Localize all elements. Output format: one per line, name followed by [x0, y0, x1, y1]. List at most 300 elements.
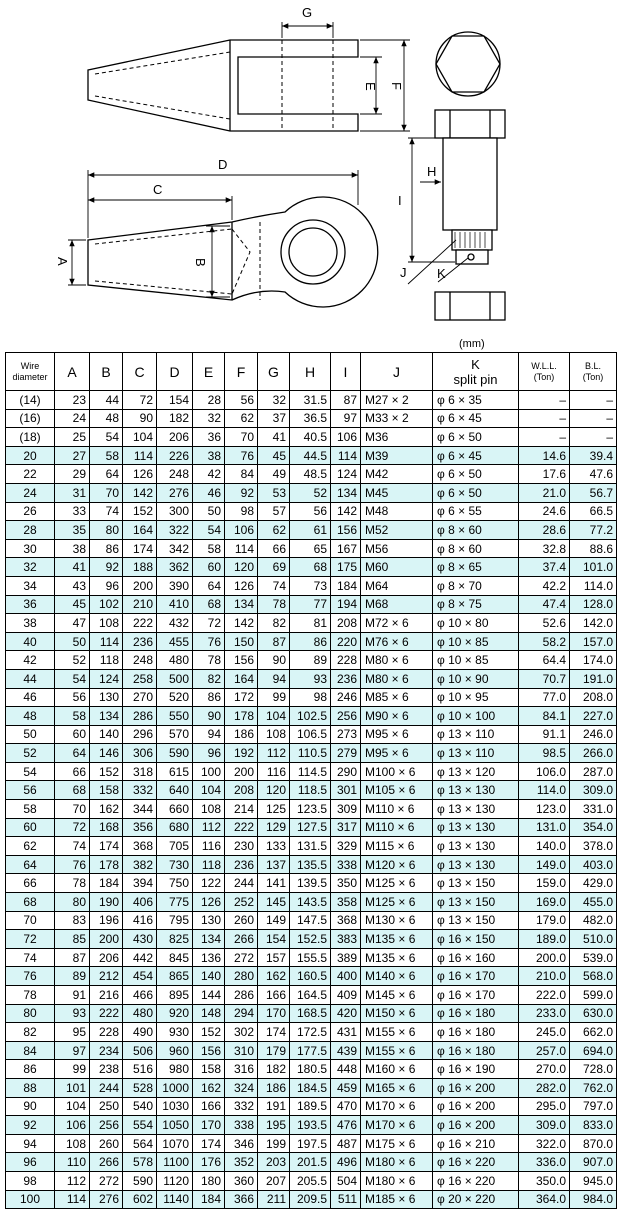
table-row [6, 1171, 617, 1190]
cell-bl: 833.0 [570, 1116, 617, 1135]
cell-wire-diameter: 84 [6, 1041, 55, 1060]
cell-h: 180.5 [290, 1060, 331, 1079]
cell-h: 86 [290, 632, 331, 651]
cell-b: 178 [90, 855, 123, 874]
cell-e: 64 [193, 576, 225, 595]
cell-e: 134 [193, 930, 225, 949]
cell-g: 191 [258, 1097, 290, 1116]
cell-g: 108 [258, 725, 290, 744]
cell-f: 98 [225, 502, 258, 521]
cell-k-split-pin: φ 13 × 130 [433, 855, 519, 874]
cell-i: 246 [331, 688, 361, 707]
cell-wire-diameter: 78 [6, 986, 55, 1005]
cell-i: 184 [331, 576, 361, 595]
cell-b: 124 [90, 669, 123, 688]
label-e: E [363, 82, 378, 91]
cell-d: 865 [157, 967, 193, 986]
cell-wll: 270.0 [519, 1060, 570, 1079]
cell-a: 95 [55, 1023, 90, 1042]
cell-e: 126 [193, 893, 225, 912]
cell-wll: 64.4 [519, 651, 570, 670]
cell-a: 45 [55, 595, 90, 614]
cell-bl: 309.0 [570, 781, 617, 800]
cell-g: 66 [258, 539, 290, 558]
cell-b: 158 [90, 781, 123, 800]
cell-c: 454 [123, 967, 157, 986]
cell-b: 130 [90, 688, 123, 707]
cell-d: 570 [157, 725, 193, 744]
cell-bl: 762.0 [570, 1078, 617, 1097]
cell-j: M170 × 6 [361, 1097, 433, 1116]
cell-g: 78 [258, 595, 290, 614]
cell-e: 72 [193, 614, 225, 633]
cell-f: 120 [225, 558, 258, 577]
cell-b: 190 [90, 893, 123, 912]
table-row [6, 614, 617, 633]
cell-k-split-pin: φ 16 × 220 [433, 1153, 519, 1172]
cell-b: 228 [90, 1023, 123, 1042]
cell-h: 193.5 [290, 1116, 331, 1135]
cell-j: M80 × 6 [361, 669, 433, 688]
table-row [6, 409, 617, 428]
cell-j: M125 × 6 [361, 874, 433, 893]
cell-f: 126 [225, 576, 258, 595]
cell-wll: 131.0 [519, 818, 570, 837]
cell-f: 70 [225, 428, 258, 447]
cell-g: 45 [258, 446, 290, 465]
cell-wire-diameter: 60 [6, 818, 55, 837]
table-row [6, 893, 617, 912]
cell-k-split-pin: φ 6 × 50 [433, 428, 519, 447]
cell-k-split-pin: φ 13 × 110 [433, 744, 519, 763]
cell-j: M135 × 6 [361, 930, 433, 949]
cell-i: 134 [331, 483, 361, 502]
cell-a: 58 [55, 707, 90, 726]
cell-bl: 88.6 [570, 539, 617, 558]
cell-f: 200 [225, 762, 258, 781]
cell-wire-diameter: 72 [6, 930, 55, 949]
cell-j: M140 × 6 [361, 967, 433, 986]
cell-f: 286 [225, 986, 258, 1005]
header-f: F [225, 353, 258, 391]
header-wll: W.L.L. (Ton) [519, 353, 570, 391]
cell-a: 35 [55, 521, 90, 540]
table-row [6, 1116, 617, 1135]
cell-wll: 52.6 [519, 614, 570, 633]
cell-g: 53 [258, 483, 290, 502]
cell-wll: 77.0 [519, 688, 570, 707]
cell-k-split-pin: φ 13 × 150 [433, 911, 519, 930]
cell-c: 318 [123, 762, 157, 781]
table-row [6, 632, 617, 651]
cell-bl: 455.0 [570, 893, 617, 912]
cell-c: 554 [123, 1116, 157, 1135]
cell-k-split-pin: φ 16 × 170 [433, 986, 519, 1005]
cell-h: 135.5 [290, 855, 331, 874]
cell-h: 127.5 [290, 818, 331, 837]
table-row [6, 669, 617, 688]
cell-e: 46 [193, 483, 225, 502]
cell-h: 44.5 [290, 446, 331, 465]
cell-k-split-pin: φ 13 × 150 [433, 874, 519, 893]
cell-a: 101 [55, 1078, 90, 1097]
cell-j: M72 × 6 [361, 614, 433, 633]
cell-f: 114 [225, 539, 258, 558]
cell-wll: 17.6 [519, 465, 570, 484]
cell-wll: 210.0 [519, 967, 570, 986]
cell-wire-diameter: 54 [6, 762, 55, 781]
cell-f: 236 [225, 855, 258, 874]
cell-b: 174 [90, 837, 123, 856]
table-row [6, 446, 617, 465]
table-row [6, 874, 617, 893]
cell-k-split-pin: φ 16 × 200 [433, 1078, 519, 1097]
cell-f: 244 [225, 874, 258, 893]
cell-e: 184 [193, 1190, 225, 1209]
cell-e: 68 [193, 595, 225, 614]
cell-a: 43 [55, 576, 90, 595]
cell-b: 44 [90, 391, 123, 410]
cell-c: 126 [123, 465, 157, 484]
cell-j: M48 [361, 502, 433, 521]
cell-c: 152 [123, 502, 157, 521]
cell-a: 50 [55, 632, 90, 651]
cell-i: 256 [331, 707, 361, 726]
cell-j: M64 [361, 576, 433, 595]
cell-j: M180 × 6 [361, 1153, 433, 1172]
cell-j: M42 [361, 465, 433, 484]
cell-h: 73 [290, 576, 331, 595]
cell-c: 442 [123, 948, 157, 967]
cell-j: M135 × 6 [361, 948, 433, 967]
cell-k-split-pin: φ 10 × 90 [433, 669, 519, 688]
cell-a: 80 [55, 893, 90, 912]
cell-e: 104 [193, 781, 225, 800]
cell-i: 389 [331, 948, 361, 967]
cell-wll: 140.0 [519, 837, 570, 856]
cell-wll: 245.0 [519, 1023, 570, 1042]
table-row [6, 818, 617, 837]
cell-a: 74 [55, 837, 90, 856]
cell-wire-diameter: (18) [6, 428, 55, 447]
cell-b: 146 [90, 744, 123, 763]
cell-i: 106 [331, 428, 361, 447]
cell-i: 504 [331, 1171, 361, 1190]
table-row [6, 1060, 617, 1079]
cell-wll: 295.0 [519, 1097, 570, 1116]
cell-g: 145 [258, 893, 290, 912]
cell-j: M36 [361, 428, 433, 447]
cell-c: 602 [123, 1190, 157, 1209]
cell-wll: 322.0 [519, 1134, 570, 1153]
cell-a: 114 [55, 1190, 90, 1209]
cell-b: 196 [90, 911, 123, 930]
cell-wire-diameter: 32 [6, 558, 55, 577]
cell-wire-diameter: 66 [6, 874, 55, 893]
cell-g: 141 [258, 874, 290, 893]
cell-a: 31 [55, 483, 90, 502]
cell-e: 158 [193, 1060, 225, 1079]
cell-e: 136 [193, 948, 225, 967]
table-row [6, 762, 617, 781]
cell-a: 99 [55, 1060, 90, 1079]
table-row [6, 428, 617, 447]
cell-f: 84 [225, 465, 258, 484]
label-g: G [302, 5, 313, 20]
cell-g: 125 [258, 800, 290, 819]
cell-wire-diameter: 42 [6, 651, 55, 670]
cell-c: 306 [123, 744, 157, 763]
cell-i: 400 [331, 967, 361, 986]
cell-wire-diameter: 90 [6, 1097, 55, 1116]
cell-d: 226 [157, 446, 193, 465]
cell-e: 42 [193, 465, 225, 484]
cell-h: 114.5 [290, 762, 331, 781]
table-header-row [6, 353, 617, 391]
cell-f: 92 [225, 483, 258, 502]
cell-b: 80 [90, 521, 123, 540]
table-row [6, 651, 617, 670]
cell-bl: 694.0 [570, 1041, 617, 1060]
cell-d: 550 [157, 707, 193, 726]
cell-wll: – [519, 428, 570, 447]
cell-h: 123.5 [290, 800, 331, 819]
cell-h: 172.5 [290, 1023, 331, 1042]
cell-j: M165 × 6 [361, 1078, 433, 1097]
cell-g: 49 [258, 465, 290, 484]
cell-wll: 336.0 [519, 1153, 570, 1172]
cell-d: 1050 [157, 1116, 193, 1135]
table-row [6, 1190, 617, 1209]
cell-k-split-pin: φ 6 × 50 [433, 483, 519, 502]
cell-j: M125 × 6 [361, 893, 433, 912]
cell-e: 176 [193, 1153, 225, 1172]
cell-c: 174 [123, 539, 157, 558]
cell-c: 104 [123, 428, 157, 447]
cell-g: 87 [258, 632, 290, 651]
cell-d: 520 [157, 688, 193, 707]
cell-k-split-pin: φ 8 × 70 [433, 576, 519, 595]
cell-wll: 42.2 [519, 576, 570, 595]
cell-d: 1030 [157, 1097, 193, 1116]
cell-d: 590 [157, 744, 193, 763]
cell-bl: 142.0 [570, 614, 617, 633]
cell-a: 56 [55, 688, 90, 707]
cell-wll: 200.0 [519, 948, 570, 967]
cell-d: 362 [157, 558, 193, 577]
cell-g: 112 [258, 744, 290, 763]
cell-g: 129 [258, 818, 290, 837]
cell-i: 194 [331, 595, 361, 614]
cell-b: 244 [90, 1078, 123, 1097]
cell-bl: 907.0 [570, 1153, 617, 1172]
cell-d: 750 [157, 874, 193, 893]
cell-c: 406 [123, 893, 157, 912]
cell-bl: 39.4 [570, 446, 617, 465]
table-row [6, 837, 617, 856]
cell-a: 85 [55, 930, 90, 949]
table-row [6, 986, 617, 1005]
cell-c: 516 [123, 1060, 157, 1079]
spec-table [5, 352, 617, 1209]
cell-g: 179 [258, 1041, 290, 1060]
cell-b: 74 [90, 502, 123, 521]
cell-c: 590 [123, 1171, 157, 1190]
cell-d: 322 [157, 521, 193, 540]
cell-f: 134 [225, 595, 258, 614]
cell-h: 189.5 [290, 1097, 331, 1116]
cell-k-split-pin: φ 16 × 190 [433, 1060, 519, 1079]
cell-bl: 114.0 [570, 576, 617, 595]
cell-h: 40.5 [290, 428, 331, 447]
cell-g: 166 [258, 986, 290, 1005]
cell-g: 69 [258, 558, 290, 577]
cell-e: 94 [193, 725, 225, 744]
cell-wll: 189.0 [519, 930, 570, 949]
cell-f: 272 [225, 948, 258, 967]
cell-d: 615 [157, 762, 193, 781]
cell-g: 120 [258, 781, 290, 800]
cell-i: 350 [331, 874, 361, 893]
cell-bl: 56.7 [570, 483, 617, 502]
cell-f: 346 [225, 1134, 258, 1153]
cell-a: 29 [55, 465, 90, 484]
cell-c: 506 [123, 1041, 157, 1060]
cell-wire-diameter: 86 [6, 1060, 55, 1079]
cell-f: 164 [225, 669, 258, 688]
cell-wll: 21.0 [519, 483, 570, 502]
cell-a: 25 [55, 428, 90, 447]
cell-wll: 309.0 [519, 1116, 570, 1135]
cell-k-split-pin: φ 10 × 100 [433, 707, 519, 726]
cell-g: 170 [258, 1004, 290, 1023]
cell-e: 28 [193, 391, 225, 410]
cell-g: 203 [258, 1153, 290, 1172]
cell-c: 236 [123, 632, 157, 651]
cell-g: 182 [258, 1060, 290, 1079]
cell-h: 65 [290, 539, 331, 558]
cell-e: 82 [193, 669, 225, 688]
cell-bl: 945.0 [570, 1171, 617, 1190]
cell-j: M110 × 6 [361, 800, 433, 819]
cell-f: 142 [225, 614, 258, 633]
cell-a: 104 [55, 1097, 90, 1116]
cell-g: 90 [258, 651, 290, 670]
cell-a: 89 [55, 967, 90, 986]
cell-i: 383 [331, 930, 361, 949]
cell-d: 980 [157, 1060, 193, 1079]
cell-h: 164.5 [290, 986, 331, 1005]
header-g: G [258, 353, 290, 391]
cell-a: 93 [55, 1004, 90, 1023]
cell-b: 162 [90, 800, 123, 819]
cell-g: 162 [258, 967, 290, 986]
cell-e: 152 [193, 1023, 225, 1042]
cell-k-split-pin: φ 13 × 130 [433, 818, 519, 837]
cell-wll: 233.0 [519, 1004, 570, 1023]
cell-c: 368 [123, 837, 157, 856]
cell-j: M110 × 6 [361, 818, 433, 837]
cell-k-split-pin: φ 10 × 80 [433, 614, 519, 633]
cell-g: 174 [258, 1023, 290, 1042]
cell-wll: 257.0 [519, 1041, 570, 1060]
cell-c: 344 [123, 800, 157, 819]
cell-bl: 287.0 [570, 762, 617, 781]
cell-wire-diameter: 92 [6, 1116, 55, 1135]
cell-j: M105 × 6 [361, 781, 433, 800]
cell-c: 248 [123, 651, 157, 670]
cell-bl: 728.0 [570, 1060, 617, 1079]
cell-a: 38 [55, 539, 90, 558]
cell-k-split-pin: φ 13 × 110 [433, 725, 519, 744]
cell-b: 212 [90, 967, 123, 986]
cell-f: 324 [225, 1078, 258, 1097]
table-row [6, 967, 617, 986]
cell-d: 775 [157, 893, 193, 912]
cell-bl: 403.0 [570, 855, 617, 874]
table-row [6, 558, 617, 577]
cell-a: 108 [55, 1134, 90, 1153]
cell-g: 74 [258, 576, 290, 595]
cell-c: 200 [123, 576, 157, 595]
cell-i: 87 [331, 391, 361, 410]
label-f: F [389, 82, 404, 90]
cell-f: 172 [225, 688, 258, 707]
cell-h: 160.5 [290, 967, 331, 986]
cell-b: 114 [90, 632, 123, 651]
cell-wire-diameter: 70 [6, 911, 55, 930]
cell-wire-diameter: 96 [6, 1153, 55, 1172]
cell-wll: 350.0 [519, 1171, 570, 1190]
cell-b: 118 [90, 651, 123, 670]
cell-wll: 32.8 [519, 539, 570, 558]
cell-h: 168.5 [290, 1004, 331, 1023]
header-k: K split pin [433, 353, 519, 391]
cell-bl: 378.0 [570, 837, 617, 856]
cell-j: M45 [361, 483, 433, 502]
cell-g: 41 [258, 428, 290, 447]
cell-k-split-pin: φ 6 × 35 [433, 391, 519, 410]
label-j: J [400, 265, 407, 280]
table-row [6, 1041, 617, 1060]
cell-d: 825 [157, 930, 193, 949]
cell-b: 168 [90, 818, 123, 837]
cell-d: 845 [157, 948, 193, 967]
table-row [6, 521, 617, 540]
cell-k-split-pin: φ 6 × 50 [433, 465, 519, 484]
cell-j: M95 × 6 [361, 725, 433, 744]
cell-b: 102 [90, 595, 123, 614]
cell-k-split-pin: φ 16 × 200 [433, 1097, 519, 1116]
cell-e: 170 [193, 1116, 225, 1135]
cell-g: 157 [258, 948, 290, 967]
cell-f: 266 [225, 930, 258, 949]
cell-c: 490 [123, 1023, 157, 1042]
cell-j: M175 × 6 [361, 1134, 433, 1153]
cell-f: 76 [225, 446, 258, 465]
cell-k-split-pin: φ 8 × 65 [433, 558, 519, 577]
cell-wire-diameter: 88 [6, 1078, 55, 1097]
label-h: H [427, 164, 437, 179]
cell-i: 496 [331, 1153, 361, 1172]
cell-bl: 227.0 [570, 707, 617, 726]
label-k: K [437, 266, 446, 281]
cell-h: 61 [290, 521, 331, 540]
cell-i: 511 [331, 1190, 361, 1209]
cell-b: 234 [90, 1041, 123, 1060]
cell-a: 23 [55, 391, 90, 410]
cell-d: 1000 [157, 1078, 193, 1097]
